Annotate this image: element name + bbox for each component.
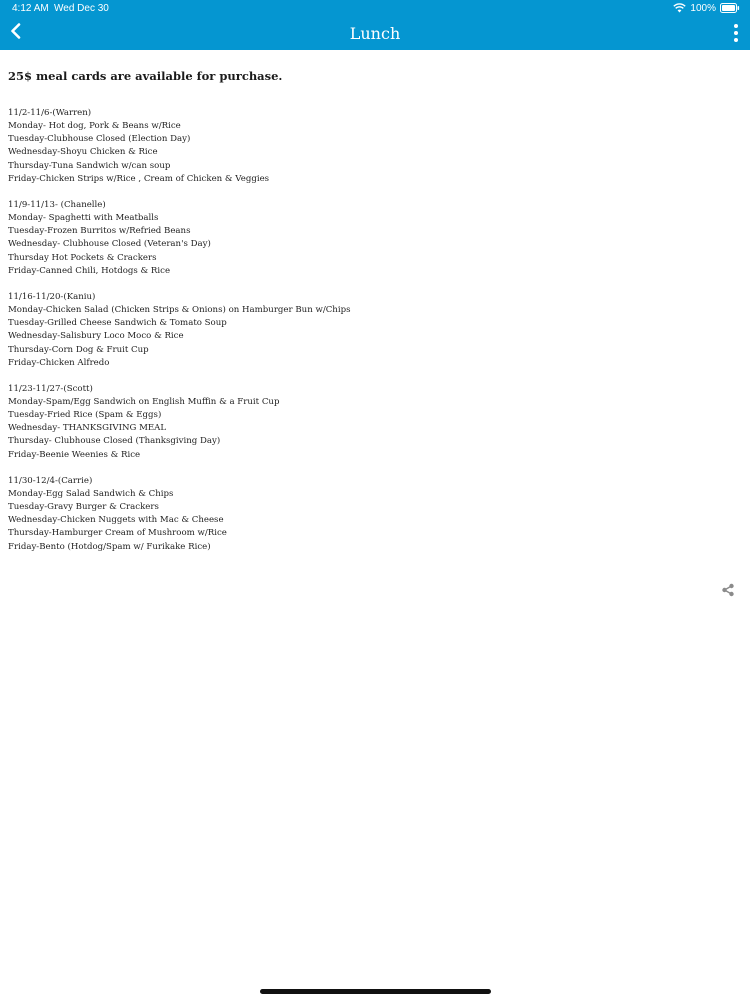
more-vertical-icon bbox=[734, 24, 738, 28]
menu-item: Monday-Spam/Egg Sandwich on English Muffin & a Fruit Cup bbox=[8, 396, 280, 407]
menu-item: Friday-Beenie Weenies & Rice bbox=[8, 449, 141, 460]
share-button[interactable] bbox=[721, 583, 735, 597]
more-vertical-icon-dot bbox=[734, 38, 738, 42]
week-block bbox=[8, 199, 728, 278]
menu-item: Monday-Egg Salad Sandwich & Chips bbox=[8, 488, 174, 499]
home-indicator[interactable] bbox=[260, 989, 491, 994]
menu-item: Wednesday-Chicken Nuggets with Mac & Cheese bbox=[8, 515, 224, 526]
share-icon bbox=[721, 584, 735, 601]
week-header: 11/2-11/6-(Warren) bbox=[8, 108, 92, 118]
status-date: Wed Dec 30 bbox=[54, 3, 109, 14]
page-title: Lunch bbox=[349, 24, 401, 43]
menu-item: Friday-Chicken Alfredo bbox=[8, 357, 110, 368]
status-indicators bbox=[673, 2, 740, 16]
menu-item: Friday-Chicken Strips w/Rice , Cream of Chicken & Veggies bbox=[8, 173, 270, 184]
menu-content bbox=[8, 68, 728, 567]
week-block bbox=[8, 107, 728, 186]
menu-item: Thursday Hot Pockets & Crackers bbox=[8, 252, 157, 263]
app-header bbox=[0, 0, 750, 50]
menu-item: Monday- Hot dog, Pork & Beans w/Rice bbox=[8, 121, 181, 132]
menu-item: Wednesday-Salisbury Loco Moco & Rice bbox=[8, 331, 184, 342]
menu-item: Tuesday-Gravy Burger & Crackers bbox=[8, 502, 159, 513]
wifi-icon bbox=[673, 0, 686, 18]
menu-item: Monday- Spaghetti with Meatballs bbox=[8, 213, 159, 224]
menu-item: Tuesday-Clubhouse Closed (Election Day) bbox=[8, 134, 191, 145]
status-time: 4:12 AM bbox=[12, 3, 49, 14]
menu-item: Thursday-Corn Dog & Fruit Cup bbox=[8, 344, 149, 355]
meal-card-notice: 25$ meal cards are available for purchase. bbox=[8, 69, 283, 83]
menu-item: Wednesday- THANKSGIVING MEAL bbox=[8, 423, 167, 434]
menu-item: Tuesday-Frozen Burritos w/Refried Beans bbox=[8, 226, 191, 237]
menu-item: Tuesday-Grilled Cheese Sandwich & Tomato Soup bbox=[8, 318, 227, 329]
battery-icon bbox=[720, 0, 740, 18]
week-block bbox=[8, 383, 728, 462]
week-header: 11/30-12/4-(Carrie) bbox=[8, 475, 93, 486]
more-vertical-icon-dot bbox=[734, 31, 738, 35]
menu-item: Friday-Canned Chili, Hotdogs & Rice bbox=[8, 265, 171, 276]
menu-item: Wednesday-Shoyu Chicken & Rice bbox=[8, 147, 158, 158]
week-header: 11/9-11/13- (Chanelle) bbox=[8, 199, 106, 210]
week-header: 11/16-11/20-(Kaniu) bbox=[8, 291, 96, 302]
menu-item: Thursday-Hamburger Cream of Mushroom w/Rice bbox=[8, 528, 227, 539]
menu-item: Tuesday-Fried Rice (Spam & Eggs) bbox=[8, 410, 162, 421]
menu-item: Thursday- Clubhouse Closed (Thanksgiving Day) bbox=[8, 436, 221, 447]
menu-item: Monday-Chicken Salad (Chicken Strips & Onions) on Hamburger Bun w/Chips bbox=[8, 305, 351, 316]
week-header: 11/23-11/27-(Scott) bbox=[8, 383, 93, 394]
menu-item: Wednesday- Clubhouse Closed (Veteran's Day) bbox=[8, 239, 211, 250]
week-block bbox=[8, 475, 728, 554]
battery-percent: 100% bbox=[690, 3, 716, 14]
week-block bbox=[8, 291, 728, 370]
menu-item: Friday-Bento (Hotdog/Spam w/ Furikake Rice) bbox=[8, 541, 211, 552]
more-options-button[interactable] bbox=[730, 24, 742, 42]
menu-item: Thursday-Tuna Sandwich w/can soup bbox=[8, 160, 171, 171]
